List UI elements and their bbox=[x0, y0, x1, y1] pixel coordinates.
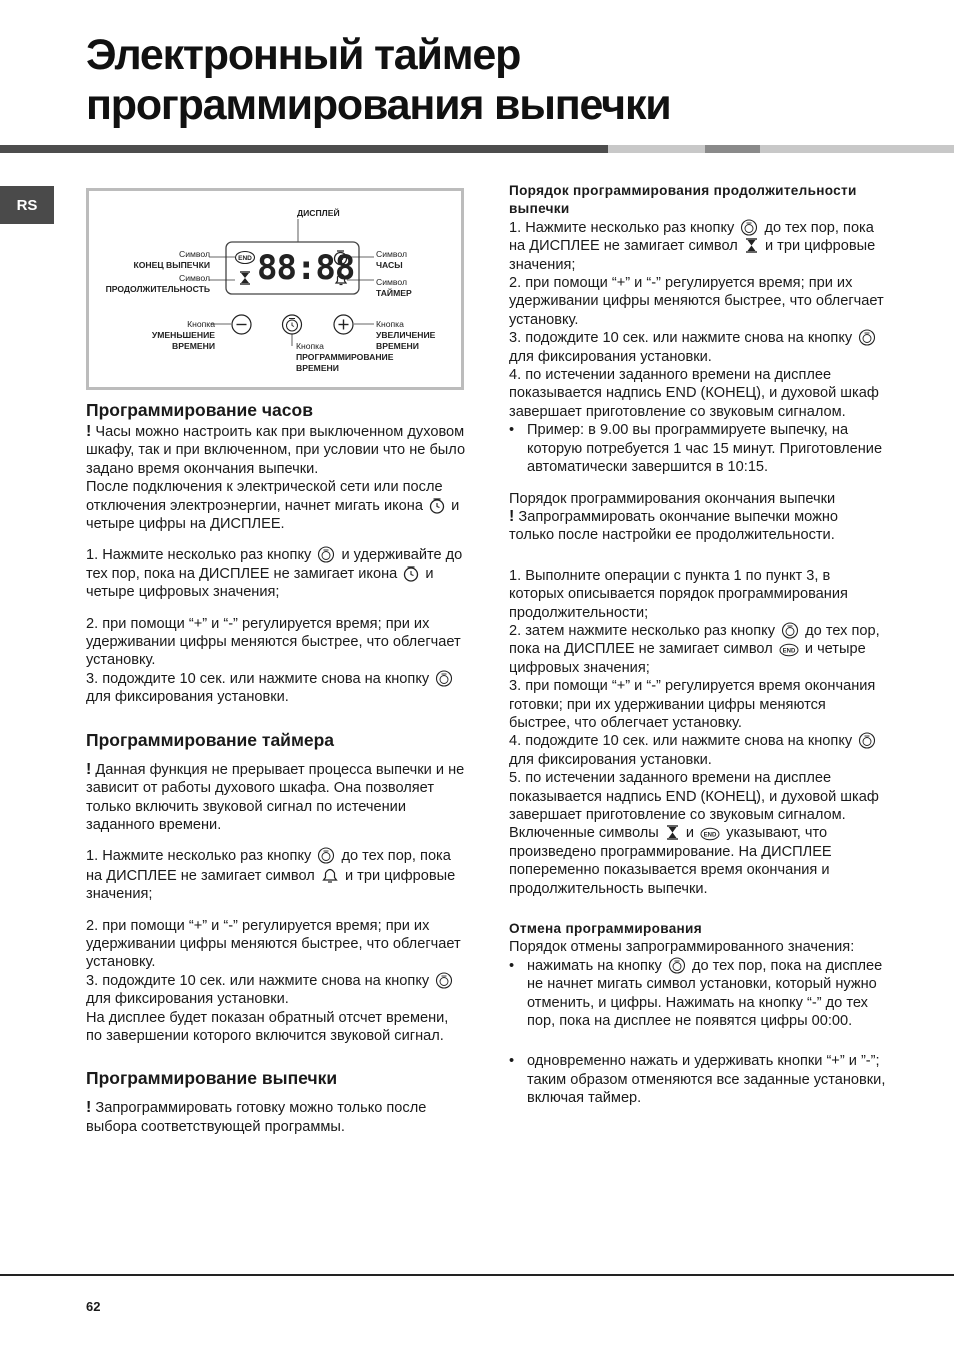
timer-step-3-part-2: для фиксирования установки. bbox=[86, 991, 289, 1008]
programming-button-icon bbox=[781, 622, 799, 639]
timer-step-3-part-1: 3. подождите 10 сек. или нажмите снова на кнопку bbox=[86, 972, 430, 989]
clock-note-text: Часы можно настроить как при выключенном духовом шкафу, так и при включенном, при условии что не было задано время окончания выпечки. bbox=[86, 424, 466, 477]
programming-button-icon bbox=[317, 546, 335, 563]
clock-symbol-icon bbox=[333, 249, 348, 266]
cancel-bullet-1-part-2: до тех пор, пока на дисплее не начнет мигать символ установки, который нужно отменить, и цифры. Нажимать на кнопку “-” до тех пор, пока на дисплее не появятся цифры 00:00. bbox=[527, 957, 883, 1030]
plus-caption-small: Кнопка bbox=[376, 319, 404, 329]
minus-button-icon[interactable] bbox=[231, 314, 252, 335]
cancel-paragraph: Порядок отмены запрограммированного значения: bbox=[509, 939, 855, 956]
clock-paragraph-part-2: и четыре цифры на ДИСПЛЕЕ. bbox=[86, 497, 460, 533]
display-label: ДИСПЛЕЙ bbox=[297, 208, 340, 218]
end-step-5: 5. по истечении заданного времени на дисплее показывается надпись END (КОНЕЦ), и духовой шкаф завершает приготовление со звуковым сигналом. bbox=[509, 770, 879, 823]
duration-step-1-part-2: до тех пор, пока на ДИСПЛЕЕ не замигает символ bbox=[509, 219, 874, 255]
programming-button-icon[interactable] bbox=[281, 314, 303, 335]
timer-programming-heading: Программирование таймера bbox=[86, 729, 335, 750]
title-line-1: Электронный таймер bbox=[86, 31, 521, 79]
timer-step-2: 2. при помощи “+” и “-” регулируется время; при их удерживании цифры меняются быстрее, что облегчает установку. bbox=[86, 917, 461, 971]
baking-note bbox=[86, 1099, 466, 1136]
timer-step-1-part-2: до тех пор, пока на ДИСПЛЕЕ не замигает символ bbox=[86, 848, 451, 884]
clock-caption-small: Символ bbox=[376, 249, 407, 259]
end-symbols-part-3: указывают, что произведено программирование. На ДИСПЛЕЕ попеременно показывается время окончания и продолжительность выпечки. bbox=[509, 825, 832, 897]
footer-rule bbox=[0, 1274, 954, 1276]
left-column bbox=[86, 399, 466, 1136]
timer-caption-bold: ТАЙМЕР bbox=[376, 288, 412, 298]
clock-step-1 bbox=[86, 546, 466, 601]
end-step-1: 1. Выполните операции с пункта 1 по пункт 3, в которых описывается порядок программирования продолжительности; bbox=[509, 567, 848, 621]
programming-button-icon bbox=[435, 670, 453, 687]
timer-countdown-paragraph: На дисплее будет показан обратный отсчет времени, по завершении которого включится звуковой сигнал. bbox=[86, 1009, 449, 1044]
programming-button-icon bbox=[740, 219, 758, 236]
duration-step-1-part-1: 1. Нажмите несколько раз кнопку bbox=[509, 219, 735, 236]
programming-button-icon bbox=[668, 957, 686, 974]
title-line-2: программирования выпечки bbox=[86, 81, 671, 129]
plus-caption-bold-1: УВЕЛИЧЕНИЕ bbox=[376, 330, 436, 340]
prog-caption-bold-1: ПРОГРАММИРОВАНИЕ bbox=[296, 352, 394, 362]
clock-programming-heading: Программирование часов bbox=[86, 400, 313, 420]
end-symbols-part-2: и bbox=[685, 825, 695, 842]
end-step-4 bbox=[509, 732, 887, 769]
clock-note bbox=[86, 423, 466, 478]
minus-caption-small: Кнопка bbox=[187, 319, 215, 329]
clock-step-1-part-3: и четыре цифровых значения; bbox=[86, 565, 434, 601]
clock-symbol-caption bbox=[376, 249, 407, 271]
bell-icon bbox=[321, 866, 339, 884]
minus-caption-bold-1: УМЕНЬШЕНИЕ bbox=[151, 330, 215, 340]
end-symbols-paragraph bbox=[509, 824, 887, 898]
end-icon-text: END bbox=[703, 832, 717, 839]
control-panel-diagram bbox=[86, 188, 464, 390]
duration-procedure-heading: Порядок программирования продолжительности выпечки bbox=[509, 183, 857, 217]
timer-symbol-caption bbox=[376, 277, 412, 299]
end-note-text: Запрограммировать окончание выпечки можно только после настройки ее продолжительности. bbox=[509, 508, 839, 544]
timer-step-3 bbox=[86, 972, 466, 1009]
timer-step-1-part-3: и три цифровые значения; bbox=[86, 867, 456, 903]
programming-button-icon bbox=[317, 847, 335, 864]
page-number: 62 bbox=[86, 1299, 101, 1314]
end-step-2-part-1: 2. затем нажмите несколько раз кнопку bbox=[509, 622, 776, 639]
cancel-bullet-1 bbox=[509, 957, 887, 1031]
end-step-4-part-2: для фиксирования установки. bbox=[509, 751, 712, 768]
duration-caption-bold: ПРОДОЛЖИТЕЛЬНОСТЬ bbox=[105, 284, 210, 294]
exclamation-icon: ! bbox=[86, 1099, 92, 1117]
baking-note-text: Запрограммировать готовку можно только после выбора соответствующей программы. bbox=[86, 1100, 427, 1135]
end-procedure-heading: Порядок программирования окончания выпечки bbox=[509, 490, 836, 507]
timer-note-text: Данная функция не прерывает процесса выпечки и не зависит от работы духового шкафа. Она позволяет только включить звуковой сигнал по истечении заданного времени. bbox=[86, 761, 465, 833]
duration-example: • Пример: в 9.00 вы программируете выпечку, на которую потребуется 1 час 15 минут. Приготовление автоматически завершится в 10:15. bbox=[509, 421, 887, 476]
prog-caption-bold-2: ВРЕМЕНИ bbox=[296, 363, 339, 373]
duration-step-1-part-3: и три цифровые значения; bbox=[509, 238, 876, 273]
end-symbol-caption bbox=[133, 249, 210, 271]
timer-note bbox=[86, 761, 466, 835]
clock-step-1-part-2: и удерживайте до тех пор, пока на ДИСПЛЕЕ не замигает икона bbox=[86, 547, 463, 582]
duration-step-1 bbox=[509, 219, 887, 274]
end-symbols-part-1: Включенные символы bbox=[509, 825, 659, 842]
minus-caption-bold-2: ВРЕМЕНИ bbox=[172, 341, 215, 351]
timer-caption-small: Символ bbox=[376, 277, 407, 287]
hourglass-icon bbox=[744, 237, 759, 254]
programming-button-icon bbox=[435, 972, 453, 989]
duration-caption-small: Символ bbox=[179, 273, 210, 283]
clock-paragraph bbox=[86, 478, 466, 533]
header-bar-light bbox=[608, 145, 705, 153]
duration-step-3 bbox=[509, 329, 887, 366]
timer-step-1 bbox=[86, 847, 466, 903]
cancel-bullet-2: • одновременно нажать и удерживать кнопки “+” и ”-”; таким образом отменяются все заданные установки, включая таймер. bbox=[509, 1052, 887, 1107]
display-digits: 88:88 bbox=[257, 248, 355, 288]
header-bar-light-end bbox=[760, 145, 954, 153]
end-step-2-part-3: и четыре цифровых значения; bbox=[509, 641, 866, 676]
clock-icon bbox=[403, 565, 419, 582]
end-symbol-icon bbox=[234, 250, 256, 265]
language-tab: RS bbox=[0, 186, 54, 224]
cancel-bullet-1-part-1: нажимать на кнопку bbox=[527, 957, 662, 974]
timer-bell-icon bbox=[334, 271, 348, 286]
duration-step-3-part-1: 3. подождите 10 сек. или нажмите снова на кнопку bbox=[509, 330, 853, 347]
clock-step-2: 2. при помощи “+” и “-” регулируется время; при их удерживании цифры меняются быстрее, что облегчает установку. bbox=[86, 615, 461, 669]
clock-paragraph-part-1: После подключения к электрической сети или после отключения электроэнергии, начнет мигать икона bbox=[86, 479, 443, 514]
baking-programming-heading: Программирование выпечки bbox=[86, 1068, 338, 1089]
end-icon-text: END bbox=[782, 648, 796, 655]
end-step-4-part-1: 4. подождите 10 сек. или нажмите снова на кнопку bbox=[509, 733, 853, 750]
end-caption-bold: КОНЕЦ ВЫПЕЧКИ bbox=[133, 260, 210, 270]
plus-caption-bold-2: ВРЕМЕНИ bbox=[376, 341, 419, 351]
end-caption-small: Символ bbox=[179, 249, 210, 259]
clock-step-3-part-1: 3. подождите 10 сек. или нажмите снова на кнопку bbox=[86, 670, 430, 687]
end-step-2 bbox=[509, 622, 887, 677]
end-symbol-icon bbox=[700, 827, 720, 841]
right-column bbox=[509, 182, 887, 1108]
programming-button-icon bbox=[858, 732, 876, 749]
programming-button-icon bbox=[858, 329, 876, 346]
end-step-3: 3. при помощи “+” и “-” регулируется время окончания готовки; при их удерживании цифры меняются быстрее, что облегчает установку. bbox=[509, 678, 876, 731]
header-bar-mid bbox=[705, 145, 760, 153]
page-title bbox=[86, 30, 671, 130]
header-bar-dark bbox=[0, 145, 608, 153]
prog-caption-small: Кнопка bbox=[296, 341, 324, 351]
end-note bbox=[509, 508, 887, 545]
duration-step-3-part-2: для фиксирования установки. bbox=[509, 348, 712, 365]
clock-step-3-part-2: для фиксирования установки. bbox=[86, 689, 289, 706]
hourglass-icon bbox=[665, 824, 680, 841]
exclamation-icon: ! bbox=[509, 507, 515, 525]
clock-step-1-part-1: 1. Нажмите несколько раз кнопку bbox=[86, 547, 312, 564]
duration-step-2: 2. при помощи “+” и “-” регулируется время; при их удерживании цифры меняются быстрее, что облегчает установку. bbox=[509, 275, 884, 328]
timer-step-1-part-1: 1. Нажмите несколько раз кнопку bbox=[86, 848, 312, 865]
exclamation-icon: ! bbox=[86, 423, 92, 440]
clock-step-3 bbox=[86, 670, 466, 707]
end-step-2-part-2: до тех пор, пока на ДИСПЛЕЕ не замигает символ bbox=[509, 622, 880, 658]
end-icon-text: END bbox=[238, 255, 252, 262]
clock-icon bbox=[429, 497, 445, 514]
duration-symbol-caption bbox=[106, 273, 210, 295]
minus-button-caption bbox=[152, 319, 215, 352]
clock-caption-bold: ЧАСЫ bbox=[376, 260, 403, 270]
exclamation-icon: ! bbox=[86, 760, 92, 778]
programming-button-caption bbox=[296, 341, 393, 374]
duration-step-4: 4. по истечении заданного времени на дисплее показывается надпись END (КОНЕЦ), и духовой шкаф завершает приготовление со звуковым сигналом. bbox=[509, 367, 879, 420]
end-symbol-icon bbox=[779, 643, 799, 657]
cancel-programming-heading: Отмена программирования bbox=[509, 921, 702, 937]
duration-symbol-icon bbox=[238, 270, 252, 286]
plus-button-icon[interactable] bbox=[333, 314, 354, 335]
